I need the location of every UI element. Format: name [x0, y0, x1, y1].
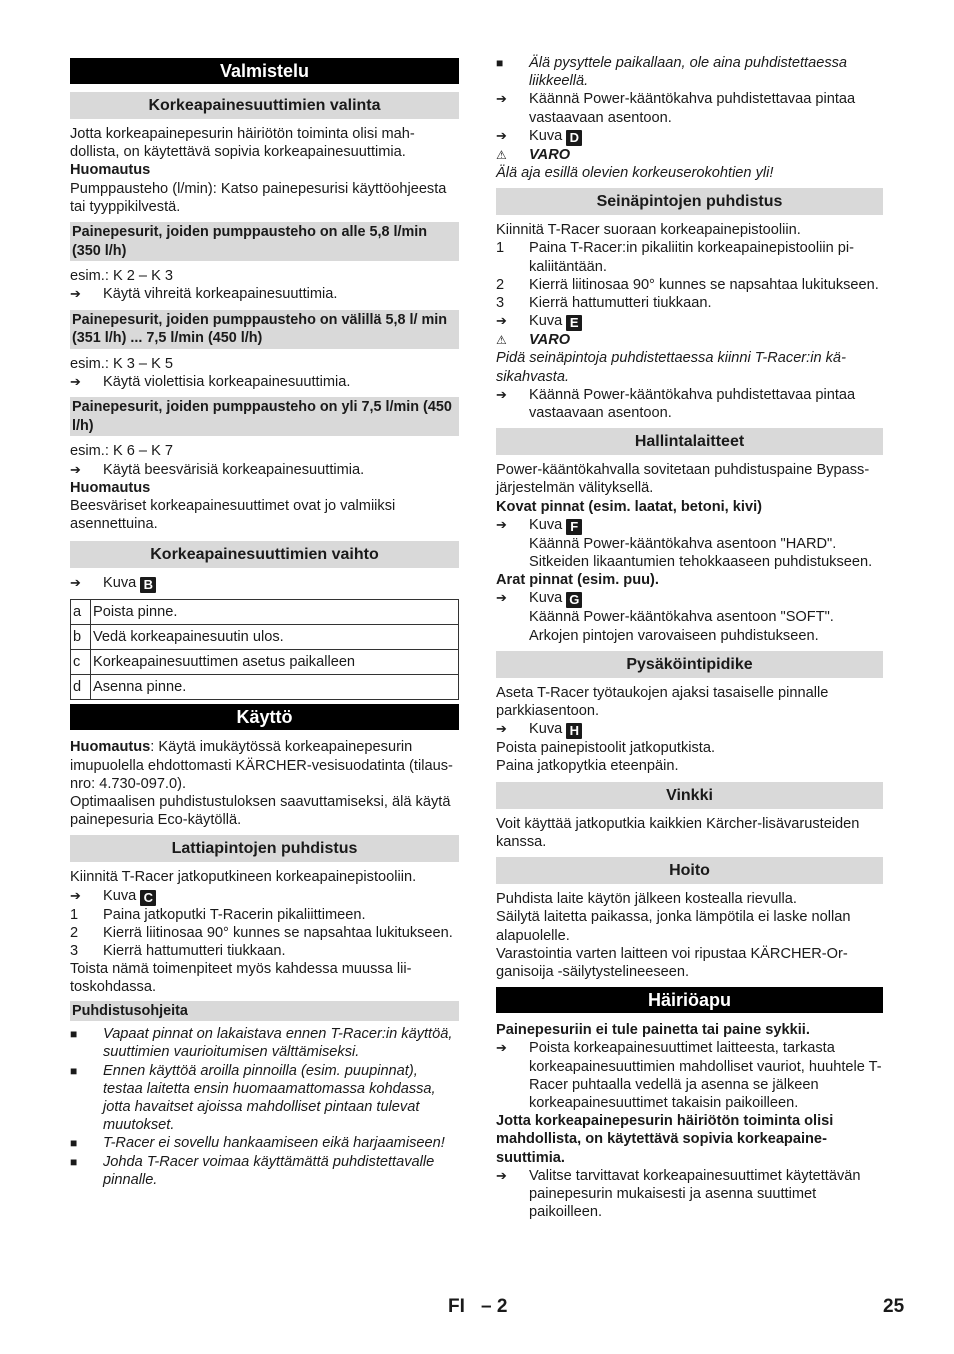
paragraph: Puhdista laite käytön jälkeen kostealla rievulla.: [496, 891, 797, 908]
paragraph: Toista nämä toimenpiteet myös kahdessa muussa liitoskohdassa.: [70, 961, 412, 996]
figure-e-icon: E: [566, 315, 582, 331]
step-key: d: [71, 675, 91, 700]
note-label: Huomautus: [70, 479, 151, 496]
action-text: Poista korkeapainesuuttimet laitteesta, tarkasta korkeapainesuuttimien mahdolliset vauriot, huuhtele T-Racer puhtaalla vedellä ja asenna se jälkeen korkeapainesuuttimet takaisin paikoilleen.: [529, 1040, 882, 1111]
step-text: Paina jatkoputki T-Racerin pikaliittimeen.: [103, 906, 366, 923]
right-column: [496, 54, 883, 1221]
figure-b-icon: B: [140, 577, 156, 593]
figure-label: Kuva: [529, 127, 563, 144]
note-label: Huomautus: [70, 739, 151, 756]
step-value: Korkeapainesuuttimen asetus paikalleen: [91, 650, 459, 675]
figure-ref-row: [70, 574, 459, 593]
step-value: Vedä korkeapainesuutin ulos.: [91, 625, 459, 650]
list-item: [70, 1153, 459, 1189]
subheading-hallinta: Hallintalaitteet: [496, 428, 883, 455]
step-key: a: [71, 600, 91, 625]
step-text: Kierrä hattumutteri tiukkaan.: [529, 295, 712, 312]
table-row: [71, 625, 459, 650]
action-text: Käännä Power-kääntökahva puhdistettavaa pintaa vastaavaan asentoon.: [529, 91, 856, 126]
paragraph: Beesväriset korkeapainesuuttimet ovat jo valmiiksi asennettuina.: [70, 498, 396, 533]
subheading-hoito: Hoito: [496, 857, 883, 884]
table-row: [71, 600, 459, 625]
subheading-pysakointi: Pysäköintipidike: [496, 651, 883, 678]
footer-page-number: 25: [883, 1296, 905, 1317]
action-row: [70, 373, 459, 391]
subheading-pump-a: Painepesurit, joiden pumppausteho on alle 5,8 l/min (350 l/h): [70, 222, 459, 261]
note-label: Huomautus: [70, 162, 151, 179]
table-row: [71, 650, 459, 675]
section-heading-hairio: Häiriöapu: [496, 987, 883, 1013]
arrow-icon: ➔: [70, 461, 81, 477]
action-text: Käännä Power-kääntökahva puhdistettavaa pintaa vastaavaan asentoon.: [529, 386, 856, 422]
subheading-pump-c: Painepesurit, joiden pumppausteho on yli 7,5 l/min (450 l/h): [70, 397, 459, 436]
list-item: [496, 54, 883, 90]
warning-label: VARO: [529, 332, 571, 349]
problem-heading: Jotta korkeapainepesurin häiriötön toiminta olisi mahdollista, on käytettävä sopivia korkeapainesuuttimia.: [496, 1113, 834, 1166]
list-item: [496, 294, 883, 312]
step-value: Poista pinne.: [91, 600, 459, 625]
step-number: 3: [496, 295, 505, 312]
list-item: [70, 942, 459, 960]
paragraph: Poista painepistoolit jatkoputkista.: [496, 740, 716, 757]
tip-text: Älä pysyttele paikallaan, ole aina puhdistettaessa liikkeellä.: [529, 55, 848, 90]
arrow-icon: ➔: [496, 590, 507, 606]
subheading-seina: Seinäpintojen puhdistus: [496, 188, 883, 215]
step-text: Paina T-Racer:in pikaliitin korkeapainepistooliin pikaliitäntään.: [529, 240, 855, 275]
action-text: Käytä violettisia korkeapainesuuttimia.: [103, 374, 351, 390]
warning-icon: ⚠: [496, 333, 507, 348]
step-number: 1: [496, 240, 505, 257]
arrow-icon: ➔: [70, 887, 81, 903]
action-row: [496, 386, 883, 422]
bullet-icon: ■: [70, 1063, 78, 1078]
paragraph: Voit käyttää jatkoputkia kaikkien Kärcher-lisävarusteiden kanssa.: [496, 815, 860, 850]
subheading-valinta: Korkeapainesuuttimien valinta: [70, 92, 459, 119]
list-item: [70, 1134, 459, 1152]
bullet-icon: ■: [70, 1154, 78, 1169]
bullet-icon: ■: [496, 56, 504, 70]
figure-g-icon: G: [566, 592, 582, 608]
section-heading-kaytto: Käyttö: [70, 704, 459, 730]
arrow-icon: ➔: [70, 286, 81, 302]
figure-c-icon: C: [140, 890, 156, 906]
figure-ref-row: [496, 127, 883, 146]
paragraph: Power-kääntökahvalla sovitetaan puhdistuspaine Bypass-järjestelmän välityksellä.: [496, 462, 870, 497]
step-number: 3: [70, 943, 79, 960]
arrow-icon: ➔: [496, 313, 507, 329]
subheading-vaihto: Korkeapainesuuttimien vaihto: [70, 541, 459, 568]
instruction-text: Käännä Power-kääntökahva asentoon "HARD". Sitkeiden likaantumien tehokkaaseen puhdistukseen.: [529, 535, 873, 571]
action-text: Käytä vihreitä korkeapainesuuttimia.: [103, 286, 338, 303]
subheading-ohjeita: Puhdistusohjeita: [70, 1001, 459, 1022]
list-item: [70, 906, 459, 924]
subheading-pump-b: Painepesurit, joiden pumppausteho on välillä 5,8 l/ min (351 l/h) ... 7,5 l/min (450 l/h): [70, 310, 459, 349]
paragraph: Pumppausteho (l/min): Katso painepesurisi käyttöohjeesta tai tyyppikilvestä.: [70, 180, 447, 215]
action-text: Käytä beesvärisiä korkeapainesuuttimia.: [103, 461, 365, 478]
action-row: [496, 1039, 883, 1112]
figure-label: Kuva: [103, 575, 137, 592]
paragraph: [70, 738, 459, 793]
action-row: [496, 1167, 883, 1222]
step-key: c: [71, 650, 91, 675]
paragraph: Kiinnitä T-Racer suoraan korkeapainepistooliin.: [496, 222, 801, 239]
tip-text: T-Racer ei sovellu hankaamiseen eikä harjaamiseen!: [103, 1135, 445, 1152]
paragraph: Varastointia varten laitteen voi ripustaa KÄRCHER-Organisoija -säilytystelineeseen.: [496, 945, 848, 980]
step-value: Asenna pinne.: [91, 675, 459, 700]
step-text: Kierrä liitinosaa 90° kunnes se napsahtaa lukitukseen.: [529, 276, 879, 293]
arrow-icon: ➔: [70, 374, 81, 389]
arrow-icon: ➔: [496, 1167, 507, 1183]
figure-h-icon: H: [566, 723, 582, 739]
figure-f-icon: F: [566, 519, 582, 535]
action-text: Valitse tarvittavat korkeapainesuuttimet käytettävän painepesurin mukaisesti ja asenna suuttimet paikoilleen.: [529, 1167, 861, 1221]
action-row: [496, 90, 883, 126]
tip-text: Johda T-Racer voimaa käyttämättä puhdistettavalle pinnalle.: [103, 1153, 435, 1188]
arrow-icon: ➔: [70, 575, 81, 591]
list-item: [70, 924, 459, 942]
arrow-icon: ➔: [496, 91, 507, 107]
instruction-row: [496, 608, 883, 644]
warning-text: Älä aja esillä olevien korkeuserokohtien yli!: [496, 165, 774, 182]
list-item: [496, 276, 883, 294]
example-text: esim.: K 3 – K 5: [70, 355, 174, 372]
figure-ref-row: [70, 887, 459, 906]
action-row: [70, 461, 459, 479]
list-item: [70, 1025, 459, 1061]
step-text: Kierrä liitinosaa 90° kunnes se napsahtaa lukitukseen.: [103, 924, 453, 941]
subheading-lattia: Lattiapintojen puhdistus: [70, 835, 459, 862]
table-row: [71, 675, 459, 700]
warning-row: [496, 331, 883, 349]
tip-text: Ennen käyttöä aroilla pinnoilla (esim. puupinnat), testaa laitetta ensin huomaamattomassa kohdassa, jotta havaitset ajoissa mahdolliset pintaan tulevat muutokset.: [103, 1062, 436, 1134]
note-text: : Käytä imukäytössä korkeapainepesurin imupuolella ehdottomasti KÄRCHER-vesisuodatinta (tilaus-nro: 4.730-097.0).: [70, 739, 453, 792]
step-key: b: [71, 625, 91, 650]
tip-text: Vapaat pinnat on lakaistava ennen T-Racer:in käyttöä, suuttimien vaurioitumisen välttämiseksi.: [103, 1026, 453, 1061]
arrow-icon: ➔: [496, 1040, 507, 1056]
problem-heading: Painepesuriin ei tule painetta tai paine sykkii.: [496, 1022, 810, 1039]
step-number: 2: [70, 924, 79, 941]
arrow-icon: ➔: [496, 516, 507, 532]
arrow-icon: ➔: [496, 721, 507, 737]
figure-label: Kuva: [103, 887, 137, 904]
figure-ref-row: [496, 589, 883, 608]
figure-label: Kuva: [529, 313, 563, 330]
steps-table: [70, 599, 459, 700]
warning-row: [496, 146, 883, 164]
list-item: [496, 239, 883, 275]
paragraph: Optimaalisen puhdistustuloksen saavuttamiseksi, älä käytä painepesuria Eco-käytöllä.: [70, 794, 451, 829]
step-text: Kierrä hattumutteri tiukkaan.: [103, 943, 286, 960]
example-text: esim.: K 6 – K 7: [70, 443, 174, 460]
instruction-text: Käännä Power-kääntökahva asentoon "SOFT". Arkojen pintojen varovaiseen puhdistukseen.: [529, 609, 834, 644]
footer-lang: FI: [448, 1296, 465, 1317]
paragraph-heading: Arat pinnat (esim. puu).: [496, 572, 659, 589]
warning-text: Pidä seinäpintoja puhdistettaessa kiinni T-Racer:in käsikahvasta.: [496, 350, 846, 385]
bullet-icon: ■: [70, 1136, 78, 1151]
figure-ref-row: [496, 312, 883, 331]
paragraph: Paina jatkopytkia eteenpäin.: [496, 758, 679, 775]
paragraph: Säilytä laitetta paikassa, jonka lämpötila ei laske nollan alapuolelle.: [496, 909, 851, 944]
arrow-icon: ➔: [496, 127, 507, 143]
figure-label: Kuva: [529, 590, 563, 607]
paragraph: Jotta korkeapainepesurin häiriötön toiminta olisi mahdollista, on käytettävä sopivia korkeapainesuuttimia.: [70, 126, 415, 161]
figure-ref-row: [496, 516, 883, 535]
paragraph-heading: Kovat pinnat (esim. laatat, betoni, kivi): [496, 498, 762, 515]
step-number: 1: [70, 906, 79, 923]
paragraph: Aseta T-Racer työtaukojen ajaksi tasaiselle pinnalle parkkiasentoon.: [496, 684, 829, 720]
bullet-icon: ■: [70, 1027, 78, 1042]
subheading-vinkki: Vinkki: [496, 782, 883, 809]
paragraph: Kiinnitä T-Racer jatkoputkineen korkeapainepistooliin.: [70, 869, 417, 886]
warning-icon: ⚠: [496, 147, 507, 162]
warning-label: VARO: [529, 146, 571, 163]
action-row: [70, 285, 459, 303]
figure-label: Kuva: [529, 721, 563, 738]
figure-label: Kuva: [529, 516, 563, 533]
arrow-icon: ➔: [496, 386, 507, 402]
example-text: esim.: K 2 – K 3: [70, 268, 174, 285]
section-heading-valmistelu: Valmistelu: [70, 58, 459, 84]
list-item: [70, 1062, 459, 1135]
instruction-row: [496, 535, 883, 571]
step-number: 2: [496, 276, 505, 293]
figure-ref-row: [496, 720, 883, 739]
left-column: [70, 58, 459, 1189]
figure-d-icon: D: [566, 130, 582, 146]
footer-page-local: – 2: [481, 1296, 508, 1317]
